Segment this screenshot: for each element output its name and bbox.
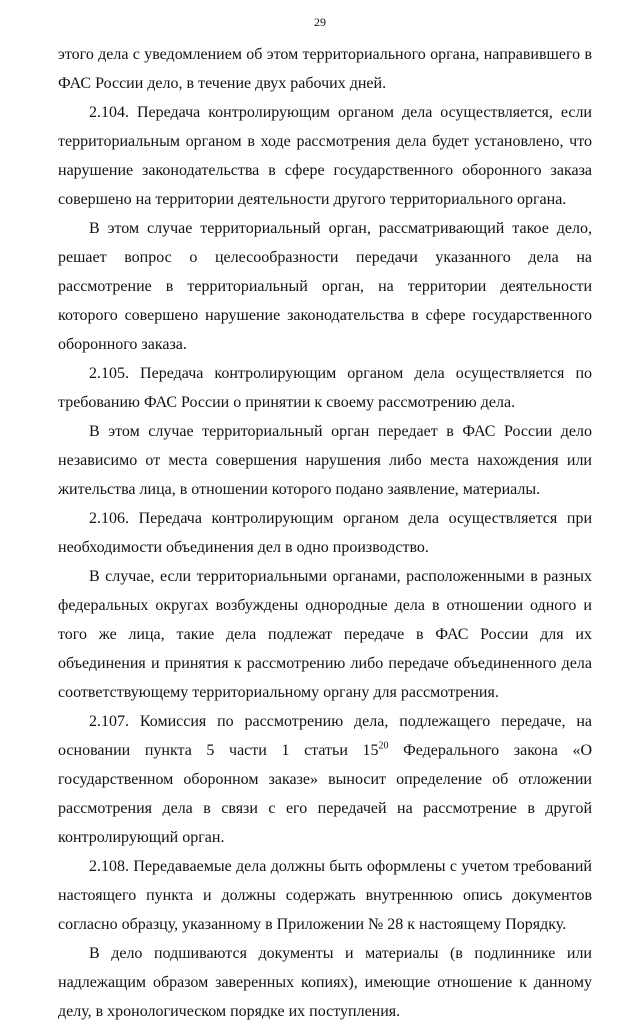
paragraph-2-107 bbox=[58, 707, 592, 852]
paragraph-2-104-case: В этом случае территориальный орган, рассматривающий такое дело, решает вопрос о целесообразности передачи указанного дела на рассмотрение в территориальный орган, на территории деятельности которого совершено нарушение законодательства в сфере государственного оборонного заказа. bbox=[58, 220, 592, 353]
paragraph-2-108-filing: В дело подшиваются документы и материалы (в подлиннике или надлежащим образом заверенных копиях), имеющие отношение к данному делу, в хронологическом порядке их поступления. bbox=[58, 945, 592, 1020]
paragraph-2-107-text-before: 2.107. Комиссия по рассмотрению дела, подлежащего передаче, на основании пункта 5 части 1 статьи 15 bbox=[58, 713, 592, 759]
paragraph-2-104: 2.104. Передача контролирующим органом дела осуществляется, если территориальным органом в ходе рассмотрения дела будет установлено, что нарушение законодательства в сфере государственного оборонного заказа совершено на территории деятельности другого территориального органа. bbox=[58, 104, 592, 208]
paragraph-continuation: этого дела с уведомлением об этом территориального органа, направившего в ФАС России дело, в течение двух рабочих дней. bbox=[58, 46, 592, 92]
paragraph-2-105-case: В этом случае территориальный орган передает в ФАС России дело независимо от места совершения нарушения либо места нахождения или жительства лица, в отношении которого подано заявление, материалы. bbox=[58, 423, 592, 498]
document-body bbox=[58, 40, 592, 1026]
paragraph-2-105: 2.105. Передача контролирующим органом дела осуществляется по требованию ФАС России о принятии к своему рассмотрению дела. bbox=[58, 365, 592, 411]
paragraph-2-107-text-after: Федерального закона «О государственном оборонном заказе» выносит определение об отложении рассмотрения дела в связи с его передачей на рассмотрение в другой контролирующий орган. bbox=[58, 742, 592, 846]
paragraph-2-106: 2.106. Передача контролирующим органом дела осуществляется при необходимости объединения дел в одно производство. bbox=[58, 510, 592, 556]
paragraph-2-108: 2.108. Передаваемые дела должны быть оформлены с учетом требований настоящего пункта и должны содержать внутреннюю опись документов согласно образцу, указанному в Приложении № 28 к настоящему Порядку. bbox=[58, 858, 592, 933]
page-number: 29 bbox=[314, 15, 326, 29]
article-superscript: 20 bbox=[378, 740, 389, 752]
paragraph-2-106-case: В случае, если территориальными органами, расположенными в разных федеральных округах возбуждены однородные дела в отношении одного и того же лица, такие дела подлежат передаче в ФАС России для их объединения и принятия к рассмотрению либо передаче объединенного дела соответствующему территориальному органу для рассмотрения. bbox=[58, 568, 592, 701]
